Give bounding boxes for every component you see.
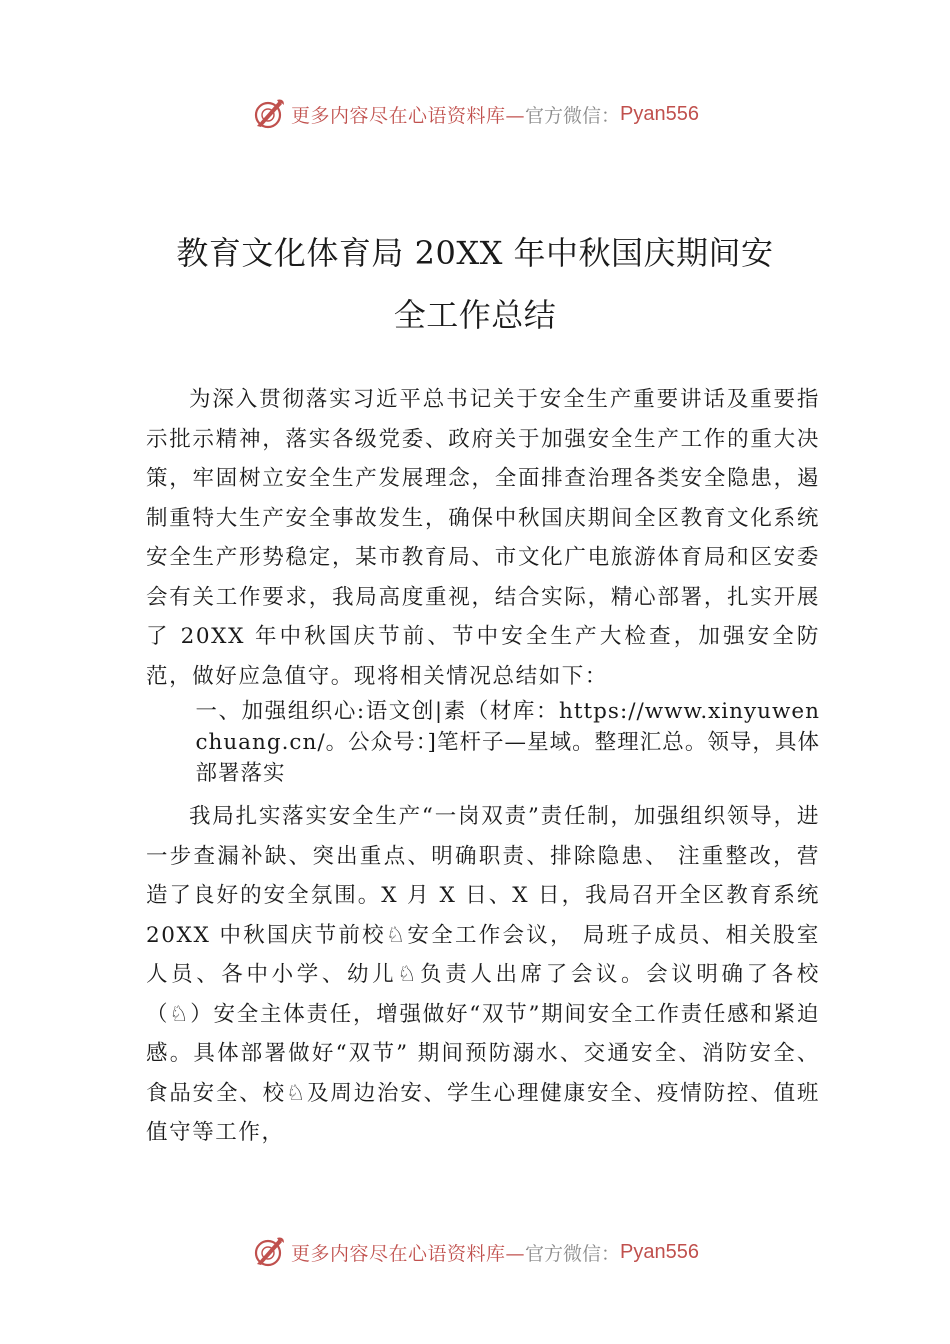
header-banner [0, 94, 950, 134]
title-line-2: 全工作总结 [393, 296, 557, 334]
banner-wechat-id: Pyan556 [620, 1240, 699, 1263]
footer-banner [0, 1232, 950, 1272]
document-title [110, 222, 840, 346]
section-heading-1: 一、加强组织心:语文创|素（材库：https://www.xinyuwenchuang.cn/。公众号：]笔杆子—星域。整理汇总。领导，具体部署落实 [195, 699, 820, 786]
quill-logo-icon [251, 1234, 287, 1270]
document-body [146, 380, 820, 1153]
banner-slogan: 更多内容尽在心语资料库— [291, 104, 526, 127]
quill-logo-icon [251, 96, 287, 132]
banner-wechat-id: Pyan556 [620, 102, 699, 125]
banner-wechat-label: 官方微信： [525, 104, 621, 127]
paragraph-section-1: 我局扎实落实安全生产“一岗双责”责任制，加强组织领导，进一步查漏补缺、突出重点、明确职责、排除隐患、 注重整改，营造了良好的安全氛围。X 月 X 日、X 日，我局召开全区教育系统 20XX 中秋国庆节前校♘安全工作会议， 局班子成员、相关股室人员、各中小学、幼儿♘负责人出席了会议。会议明确了各校（♘）安全主体责任，增强做好“双节”期间安全工作责任感和紧迫感。具体部署做好“双节” 期间预防溺水、交通安全、消防安全、食品安全、校♘及周边治安、学生心理健康安全、疫情防控、值班值守等工作， [146, 804, 820, 1145]
title-line-1: 教育文化体育局 20XX 年中秋国庆期间安 [176, 234, 774, 272]
banner-slogan: 更多内容尽在心语资料库— [291, 1242, 526, 1265]
paragraph-intro: 为深入贯彻落实习近平总书记关于安全生产重要讲话及重要指示批示精神，落实各级党委、政府关于加强安全生产工作的重大决策，牢固树立安全生产发展理念，全面排查治理各类安全隐患，遏制重特大生产安全事故发生，确保中秋国庆期间全区教育文化系统安全生产形势稳定，某市教育局、市文化广电旅游体育局和区安委会有关工作要求，我局高度重视，结合实际，精心部署，扎实开展了 20XX 年中秋国庆节前、节中安全生产大检查，加强安全防范，做好应急值守。现将相关情况总结如下： [146, 387, 820, 689]
banner-wechat-label: 官方微信： [525, 1242, 621, 1265]
